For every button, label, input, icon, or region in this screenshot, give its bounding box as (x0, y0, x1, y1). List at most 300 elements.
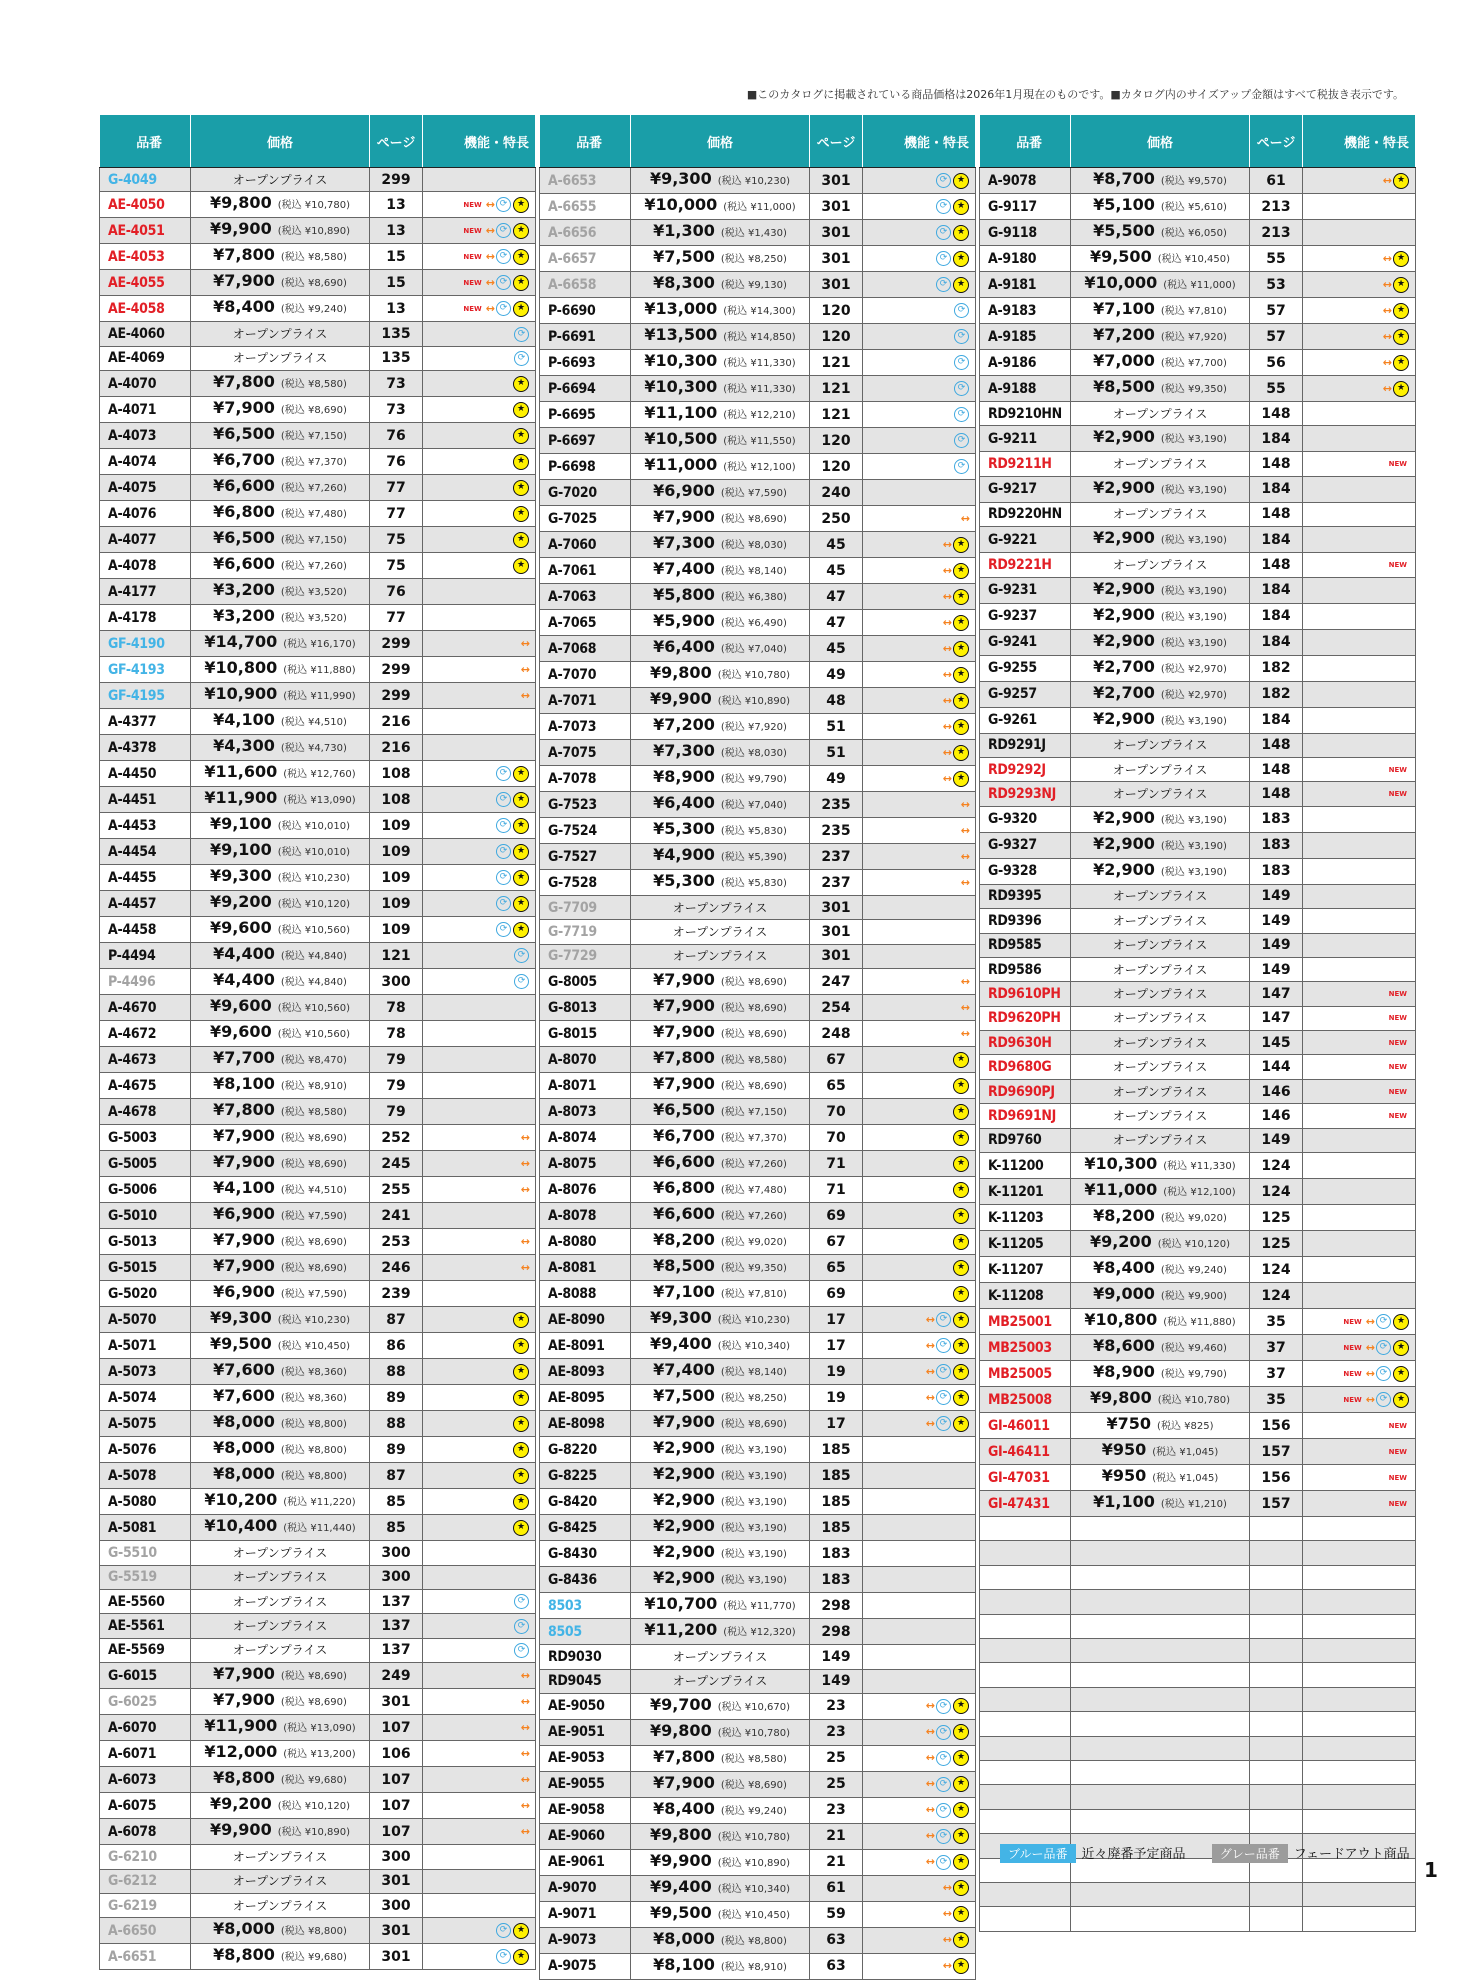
table-row (980, 298, 1416, 324)
page-ref: 124 (1250, 1257, 1303, 1283)
page-ref: 148 (1250, 782, 1303, 806)
product-price (1071, 603, 1250, 629)
price-tax: (税込 ¥4,730) (280, 743, 347, 755)
product-price (191, 1411, 370, 1437)
product-code: G-9117 (980, 194, 1071, 220)
product-price (1071, 629, 1250, 655)
price-main: ¥9,500 (1089, 247, 1152, 266)
price-main: ¥9,800 (209, 193, 272, 213)
feature-icons (1303, 1335, 1416, 1361)
price-tax: (税込 ¥8,910) (720, 1961, 787, 1973)
price-tax: (税込 ¥9,130) (720, 280, 787, 291)
product-code: A-6078 (100, 1819, 191, 1845)
product-price (631, 766, 810, 792)
page-ref: 55 (1250, 376, 1303, 402)
feature-icons (423, 1793, 536, 1819)
feature-icons (863, 1203, 976, 1229)
yellow-circle-icon: ★ (1393, 277, 1409, 293)
price-main: ¥7,900 (213, 271, 275, 291)
product-price (1071, 426, 1250, 452)
product-code: A-4454 (100, 839, 191, 865)
direction-arrows-icon: ↔ (925, 1751, 934, 1765)
price-main: ¥12,000 (204, 1742, 278, 1762)
table-row (540, 584, 976, 610)
feature-icons (863, 944, 976, 968)
feature-icons (1303, 1687, 1416, 1711)
page-ref: 148 (1250, 757, 1303, 781)
feature-icons (1303, 194, 1416, 220)
price-tax: (税込 ¥10,780) (717, 670, 791, 681)
price-main: ¥9,600 (209, 1022, 272, 1042)
blue-circle-icon: ⟳ (496, 275, 511, 290)
feature-icons (1303, 324, 1416, 350)
product-price (191, 1715, 370, 1741)
feature-icons (1303, 603, 1416, 629)
table-row (100, 683, 536, 709)
yellow-circle-icon: ★ (513, 506, 529, 522)
page-ref: 107 (370, 1793, 423, 1819)
table-row (980, 350, 1416, 376)
yellow-circle-icon: ★ (513, 1520, 529, 1536)
price-tax: (税込 ¥11,880) (1163, 1317, 1236, 1329)
table-row (980, 884, 1416, 908)
table-row (980, 194, 1416, 220)
price-tax: (税込 ¥8,690) (280, 1133, 347, 1145)
product-price (631, 688, 810, 714)
price-main: ¥10,300 (644, 377, 718, 396)
product-code: A-6655 (540, 194, 631, 220)
page-ref: 124 (1250, 1179, 1303, 1205)
table-row (980, 1179, 1416, 1205)
direction-arrows-icon: ↔ (1382, 173, 1391, 187)
price-main: ¥8,000 (213, 1464, 275, 1484)
price-tax: (税込 ¥9,350) (720, 1263, 787, 1275)
feature-icons (863, 1953, 976, 1979)
price-tax: (税込 ¥16,170) (283, 639, 356, 651)
table-row (980, 527, 1416, 553)
product-price (631, 920, 810, 944)
product-price (631, 1515, 810, 1541)
price-main: ¥4,100 (213, 710, 275, 730)
price-main: ¥11,000 (1084, 1180, 1158, 1200)
product-code: A-9186 (980, 350, 1071, 376)
price-main: ¥7,400 (653, 1360, 715, 1380)
table-row (100, 1515, 536, 1541)
price-tax: (税込 ¥8,910) (280, 1081, 347, 1093)
feature-icons (1303, 350, 1416, 376)
new-badge-icon: NEW (1388, 790, 1407, 799)
page-ref: 76 (370, 423, 423, 449)
price-tax: (税込 ¥7,260) (280, 561, 347, 573)
price-main: ¥9,200 (1089, 1232, 1152, 1252)
table-row (100, 1177, 536, 1203)
product-price (1071, 806, 1250, 832)
yellow-circle-icon: ★ (1393, 173, 1409, 189)
open-price-label: オープンプライス (1112, 1108, 1208, 1123)
product-price (191, 1689, 370, 1715)
page-ref: 148 (1250, 452, 1303, 476)
price-main: ¥6,500 (653, 1100, 715, 1120)
yellow-circle-icon: ★ (953, 1338, 969, 1354)
table-row (100, 1767, 536, 1793)
price-tax: (税込 ¥11,550) (723, 436, 796, 447)
price-main: ¥2,900 (1093, 859, 1155, 879)
product-code: RD9690PJ (980, 1079, 1071, 1103)
direction-arrows-icon: ↔ (520, 1234, 529, 1248)
price-tax: (税込 ¥2,970) (1160, 689, 1227, 701)
product-code: G-8436 (540, 1567, 631, 1593)
price-main: ¥9,900 (209, 1820, 272, 1840)
product-code (980, 1736, 1071, 1760)
feature-icons (423, 1437, 536, 1463)
table-row (100, 1281, 536, 1307)
open-price-label: オープンプライス (232, 351, 328, 366)
table-row (100, 423, 536, 449)
table-row (980, 476, 1416, 502)
product-price (1071, 246, 1250, 272)
feature-icons (863, 844, 976, 870)
feature-icons (1303, 1590, 1416, 1614)
feature-icons (863, 1151, 976, 1177)
feature-icons (1303, 933, 1416, 957)
feature-icons (1303, 1079, 1416, 1103)
price-main: ¥9,400 (649, 1334, 712, 1354)
page-ref: 47 (810, 584, 863, 610)
product-code: A-5074 (100, 1385, 191, 1411)
direction-arrows-icon: ↔ (1382, 329, 1391, 343)
feature-icons (423, 168, 536, 192)
table-row (540, 1541, 976, 1567)
product-code: P-4496 (100, 969, 191, 995)
page-ref: 59 (810, 1901, 863, 1927)
price-main: ¥7,400 (653, 559, 715, 578)
table-row (540, 1177, 976, 1203)
product-price (191, 709, 370, 735)
blue-circle-icon: ⟳ (936, 1829, 951, 1844)
page-ref: 109 (370, 813, 423, 839)
product-code: A-5081 (100, 1515, 191, 1541)
product-code: GF-4190 (100, 631, 191, 657)
price-main: ¥7,800 (653, 1048, 715, 1068)
product-price (631, 558, 810, 584)
feature-icons (863, 1489, 976, 1515)
product-price (191, 1614, 370, 1638)
yellow-circle-icon: ★ (513, 301, 529, 317)
product-code: G-5015 (100, 1255, 191, 1281)
price-main: ¥14,700 (204, 632, 278, 652)
product-price (631, 1255, 810, 1281)
legend-gray-chip: グレー品番 (1212, 1844, 1288, 1863)
table-row (100, 1638, 536, 1662)
product-code: A-6075 (100, 1793, 191, 1819)
product-code: A-6651 (100, 1944, 191, 1970)
product-code (980, 1687, 1071, 1711)
page-ref: 301 (810, 896, 863, 920)
product-price (1071, 452, 1250, 476)
product-code: RD9045 (540, 1669, 631, 1693)
product-code: A-4071 (100, 397, 191, 423)
yellow-circle-icon: ★ (513, 1390, 529, 1406)
feature-icons (863, 1385, 976, 1411)
feature-icons (1303, 1031, 1416, 1055)
table-row (980, 426, 1416, 452)
yellow-circle-icon: ★ (1393, 1340, 1409, 1356)
feature-icons (863, 1669, 976, 1693)
price-tax: (税込 ¥10,780) (717, 1727, 791, 1739)
page-ref: 48 (810, 688, 863, 714)
product-code: A-4455 (100, 865, 191, 891)
product-price (1071, 933, 1250, 957)
page-ref: 70 (810, 1125, 863, 1151)
yellow-circle-icon: ★ (953, 199, 969, 215)
yellow-circle-icon: ★ (513, 870, 529, 886)
product-code: AE-9053 (540, 1745, 631, 1771)
table-row (540, 1901, 976, 1927)
direction-arrows-icon: ↔ (942, 1907, 951, 1921)
product-code: G-5013 (100, 1229, 191, 1255)
product-price (191, 1663, 370, 1689)
price-main: ¥10,900 (204, 684, 278, 704)
product-code: A-4074 (100, 449, 191, 475)
open-price-label: オープンプライス (1112, 1060, 1208, 1075)
yellow-circle-icon: ★ (953, 277, 969, 293)
product-price (1071, 757, 1250, 781)
page-ref: 216 (370, 709, 423, 735)
product-code: A-4673 (100, 1047, 191, 1073)
table-row (980, 832, 1416, 858)
page-ref: 77 (370, 475, 423, 501)
feature-icons (863, 428, 976, 454)
open-price-label: オープンプライス (1112, 738, 1208, 753)
direction-arrows-icon: ↔ (960, 823, 969, 837)
yellow-circle-icon: ★ (953, 1312, 969, 1328)
table-row (540, 870, 976, 896)
price-tax: (税込 ¥7,260) (720, 1159, 787, 1171)
price-tax: (税込 ¥6,380) (720, 592, 787, 603)
table-row (100, 1203, 536, 1229)
price-main: ¥10,300 (644, 351, 718, 370)
blue-circle-icon: ⟳ (1376, 1392, 1391, 1407)
page-ref (1250, 1907, 1303, 1931)
page-ref: 79 (370, 1047, 423, 1073)
price-tax: (税込 ¥8,580) (720, 1753, 787, 1765)
table-row (540, 844, 976, 870)
price-tax: (税込 ¥11,990) (283, 691, 356, 703)
blue-circle-icon: ⟳ (936, 1777, 951, 1792)
table-row (540, 168, 976, 194)
yellow-circle-icon: ★ (953, 589, 969, 605)
product-code: A-8088 (540, 1281, 631, 1307)
open-price-label: オープンプライス (1112, 557, 1208, 572)
price-main: ¥10,800 (204, 658, 278, 678)
product-price (631, 792, 810, 818)
page-ref (1250, 1663, 1303, 1687)
product-code: AE-8093 (540, 1359, 631, 1385)
product-code: G-5519 (100, 1565, 191, 1589)
product-code: RD9760 (980, 1128, 1071, 1152)
table-row (980, 1882, 1416, 1906)
product-price (1071, 957, 1250, 981)
product-price (191, 683, 370, 709)
table-row (540, 1745, 976, 1771)
yellow-circle-icon: ★ (513, 1468, 529, 1484)
price-tax: (税込 ¥3,190) (1160, 715, 1227, 727)
yellow-circle-icon: ★ (953, 1078, 969, 1094)
table-row (980, 1205, 1416, 1231)
yellow-circle-icon: ★ (953, 1052, 969, 1068)
product-price (631, 532, 810, 558)
price-main: ¥8,000 (653, 1928, 715, 1948)
product-code: A-8075 (540, 1151, 631, 1177)
feature-icons (423, 1918, 536, 1944)
table-row (980, 168, 1416, 194)
feature-icons (1303, 681, 1416, 707)
price-tax: (税込 ¥2,970) (1160, 663, 1227, 675)
page-ref: 146 (1250, 1079, 1303, 1103)
price-main: ¥7,200 (653, 715, 715, 734)
price-tax: (税込 ¥8,690) (720, 1081, 787, 1093)
yellow-circle-icon: ★ (513, 792, 529, 808)
new-badge-icon: NEW (1388, 1421, 1407, 1430)
product-code: AE-8091 (540, 1333, 631, 1359)
blue-circle-icon: ⟳ (514, 1619, 529, 1634)
price-tax: (税込 ¥7,370) (280, 457, 347, 469)
price-tax: (税込 ¥11,330) (1163, 1161, 1236, 1173)
new-badge-icon: NEW (463, 278, 482, 287)
product-price (631, 1953, 810, 1979)
table-row (100, 1463, 536, 1489)
open-price-label: オープンプライス (1112, 457, 1208, 472)
feature-icons (863, 1719, 976, 1745)
price-main: ¥7,900 (213, 1126, 275, 1146)
price-main: ¥7,500 (653, 1386, 715, 1406)
open-price-label: オープンプライス (232, 327, 328, 342)
page-ref: 25 (810, 1745, 863, 1771)
table-row (100, 346, 536, 370)
product-code: A-5076 (100, 1437, 191, 1463)
price-tax: (税込 ¥3,190) (720, 1575, 787, 1587)
product-code: A-6653 (540, 168, 631, 194)
product-price (631, 506, 810, 532)
yellow-circle-icon: ★ (1393, 1392, 1409, 1408)
product-code: 8505 (540, 1619, 631, 1645)
price-tax: (税込 ¥9,570) (1160, 176, 1227, 187)
feature-icons (1303, 757, 1416, 781)
product-code: G-5510 (100, 1541, 191, 1565)
price-tax: (税込 ¥8,690) (280, 278, 347, 290)
product-price (191, 1819, 370, 1845)
product-price (1071, 1663, 1250, 1687)
page-ref: 75 (370, 553, 423, 579)
page-ref: 241 (370, 1203, 423, 1229)
feature-icons (863, 298, 976, 324)
price-tax: (税込 ¥7,040) (720, 644, 787, 655)
price-tax: (税込 ¥12,100) (1163, 1187, 1236, 1199)
table-row (100, 1893, 536, 1917)
product-code: MB25001 (980, 1309, 1071, 1335)
product-code: P-6690 (540, 298, 631, 324)
table-row (980, 1638, 1416, 1662)
page-ref: 299 (370, 657, 423, 683)
direction-arrows-icon: ↔ (960, 1026, 969, 1040)
product-price (631, 1619, 810, 1645)
product-code (980, 1712, 1071, 1736)
product-code: G-9217 (980, 476, 1071, 502)
table-row (100, 605, 536, 631)
page-ref: 87 (370, 1307, 423, 1333)
price-tax: (税込 ¥10,890) (277, 226, 351, 238)
direction-arrows-icon: ↔ (960, 974, 969, 988)
price-main: ¥2,900 (653, 1568, 715, 1588)
price-tax: (税込 ¥7,150) (280, 535, 347, 547)
product-code: AE-9051 (540, 1719, 631, 1745)
table-row (980, 1465, 1416, 1491)
page-ref: 69 (810, 1281, 863, 1307)
page-ref (1250, 1541, 1303, 1565)
price-tax: (税込 ¥10,560) (277, 925, 351, 937)
page-ref: 51 (810, 714, 863, 740)
yellow-circle-icon: ★ (513, 896, 529, 912)
new-badge-icon: NEW (1388, 560, 1407, 569)
page-ref: 185 (810, 1515, 863, 1541)
direction-arrows-icon: ↔ (1382, 277, 1391, 291)
product-code: G-7527 (540, 844, 631, 870)
feature-icons (863, 740, 976, 766)
table-row (100, 839, 536, 865)
page-ref: 301 (370, 1869, 423, 1893)
product-code: MB25003 (980, 1335, 1071, 1361)
product-code: A-9071 (540, 1901, 631, 1927)
table-row (100, 1099, 536, 1125)
product-price (1071, 1257, 1250, 1283)
product-price (1071, 1687, 1250, 1711)
feature-icons (863, 969, 976, 995)
product-code: A-7075 (540, 740, 631, 766)
yellow-circle-icon: ★ (1393, 1314, 1409, 1330)
product-code: G-6015 (100, 1663, 191, 1689)
product-code: A-7063 (540, 584, 631, 610)
direction-arrows-icon: ↔ (925, 1777, 934, 1791)
product-price (191, 1307, 370, 1333)
table-row (980, 1031, 1416, 1055)
price-main: ¥7,700 (213, 1048, 275, 1068)
product-code: RD9680G (980, 1055, 1071, 1079)
table-row (100, 397, 536, 423)
product-code: AE-4051 (100, 218, 191, 244)
product-price (631, 1359, 810, 1385)
open-price-label: オープンプライス (232, 1619, 328, 1634)
product-price (1071, 1031, 1250, 1055)
direction-arrows-icon: ↔ (942, 615, 951, 629)
price-main: ¥9,300 (209, 1308, 272, 1328)
price-tax: (税込 ¥3,190) (720, 1445, 787, 1457)
table-row (540, 995, 976, 1021)
page-ref: 124 (1250, 1153, 1303, 1179)
product-price (191, 917, 370, 943)
product-code: A-5071 (100, 1333, 191, 1359)
page-ref: 183 (1250, 858, 1303, 884)
price-tax: (税込 ¥11,440) (283, 1523, 356, 1535)
price-tax: (税込 ¥9,900) (1160, 1291, 1227, 1303)
table-row (980, 1006, 1416, 1030)
page-ref: 301 (370, 1944, 423, 1970)
product-price (1071, 1638, 1250, 1662)
price-tax: (税込 ¥825) (1157, 1421, 1214, 1433)
table-row (100, 891, 536, 917)
table-row (100, 501, 536, 527)
table-row (540, 220, 976, 246)
page-ref: 184 (1250, 577, 1303, 603)
